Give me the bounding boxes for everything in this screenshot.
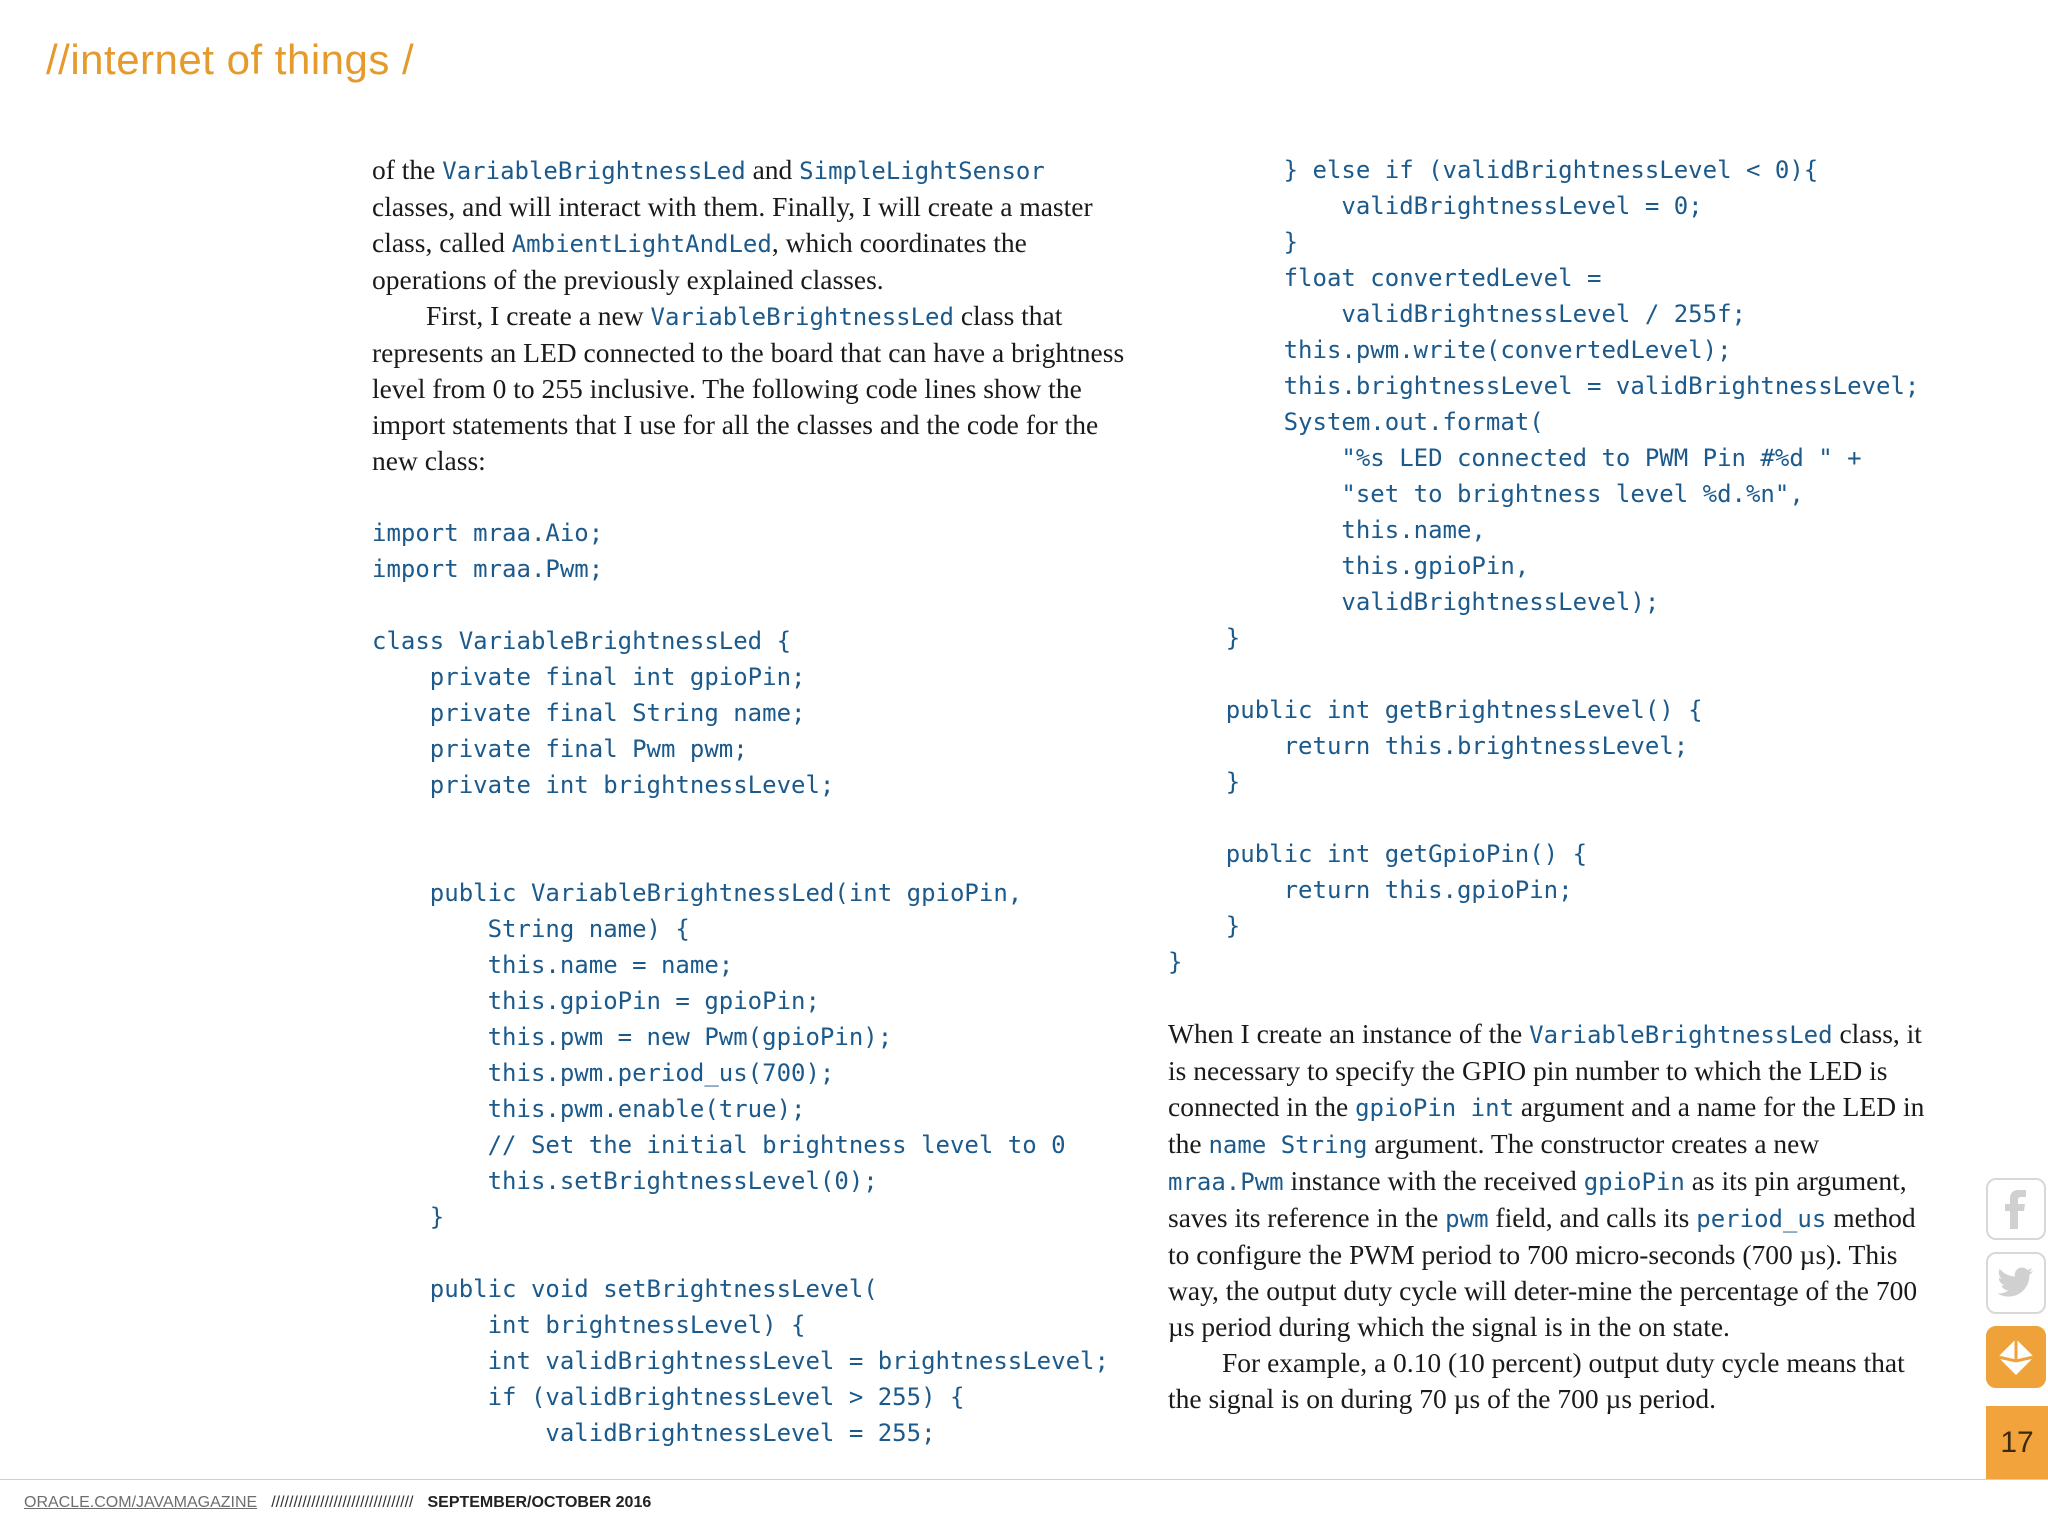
text: and (745, 154, 800, 185)
inline-code: mraa.Pwm (1168, 1168, 1284, 1196)
text: , which coordinates the operations of the previously explained classes. (372, 227, 1027, 295)
footer-issue: SEPTEMBER/OCTOBER 2016 (427, 1494, 652, 1511)
inline-code: gpioPin int (1355, 1094, 1515, 1122)
inline-code: name String (1208, 1131, 1368, 1159)
inline-code: AmbientLightAndLed (511, 230, 772, 258)
right-column (1168, 152, 1928, 1417)
footer-site-link[interactable]: ORACLE.COM/JAVAMAGAZINE (24, 1494, 258, 1511)
twitter-icon (1997, 1267, 2035, 1299)
code-listing-left: import mraa.Aio; import mraa.Pwm; class VariableBrightnessLed { private final int gpioPin; private final String name; private final Pwm pwm; private int brightnessLevel; public VariableBrightnessLed(int gpioPin, String name) { this.name = name; this.gpioPin = gpioPin; this.pwm = new Pwm(gpioPin); this.pwm.period_us(700); this.pwm.enable(true); // Set the initial brightness level to 0 this.setBrightnessLevel(0); } public void setBrightnessLevel( int brightnessLevel) { int validBrightnessLevel = brightnessLevel; if (validBrightnessLevel > 255) { validBrightnessLevel = 255; (372, 519, 1109, 1447)
right-paragraph-2: For example, a 0.10 (10 percent) output duty cycle means that the signal is on during 70 µs of the 700 µs period. (1168, 1347, 1905, 1414)
code-listing-right: } else if (validBrightnessLevel < 0){ validBrightnessLevel = 0; } float convertedLevel = validBrightnessLevel / 255f; this.pwm.write(convertedLevel); this.brightnessLevel = validBrightnessLevel; System.out.format( "%s LED connected to PWM Pin #%d " + "set to brightness level %d.%n", this.name, this.gpioPin, validBrightnessLevel); } public int getBrightnessLevel() { return this.brightnessLevel; } public int getGpioPin() { return this.gpioPin; } } (1168, 156, 1920, 976)
footer-divider (0, 1479, 2048, 1480)
text: classes, and will interact with them. Finally, I will create a master class, called (372, 191, 1093, 258)
inline-code: gpioPin (1583, 1168, 1685, 1196)
left-paragraph-1 (372, 152, 1132, 298)
inline-code: period_us (1696, 1205, 1827, 1233)
right-paragraph-1 (1168, 1016, 1928, 1345)
text: instance with the received (1283, 1165, 1584, 1196)
text: method to configure the PWM period to 700 micro-seconds (700 µs). This way, the output duty cycle will deter-mine the percentage of the 700 µs period during which the signal is in the on state. (1168, 1202, 1918, 1342)
facebook-icon (2001, 1189, 2031, 1229)
text: as its pin argument, saves its reference in the (1168, 1165, 1907, 1233)
inline-code: pwm (1445, 1205, 1489, 1233)
text: First, I create a new (426, 300, 651, 331)
section-title: //internet of things / (46, 36, 415, 83)
text: argument and a name for the LED in the (1168, 1091, 1925, 1159)
text: field, and calls its (1488, 1202, 1697, 1233)
page-number: 17 (1986, 1406, 2048, 1480)
text: of the (372, 154, 443, 185)
inline-code: SimpleLightSensor (799, 157, 1045, 185)
text: class, it is necessary to specify the GPIO pin number to which the LED is connected in the (1168, 1018, 1922, 1122)
footer (24, 1494, 651, 1512)
footer-slashes: //////////////////////////////// (271, 1494, 414, 1511)
text: argument. The constructor creates a new (1367, 1128, 1820, 1159)
email-icon (1994, 1335, 2038, 1379)
text: When I create an instance of the (1168, 1018, 1530, 1049)
text: class that represents an LED connected to the board that can have a brightness level from 0 to 255 inclusive. The following code lines show the import statements that I use for all the classes and the code for the new class: (372, 300, 1125, 476)
inline-code: VariableBrightnessLed (1529, 1021, 1833, 1049)
inline-code: VariableBrightnessLed (442, 157, 746, 185)
inline-code: VariableBrightnessLed (650, 303, 954, 331)
facebook-share-button[interactable] (1986, 1178, 2046, 1240)
twitter-share-button[interactable] (1986, 1252, 2046, 1314)
left-paragraph-2 (372, 298, 1132, 479)
email-share-button[interactable] (1986, 1326, 2046, 1388)
left-column (372, 152, 1132, 1451)
